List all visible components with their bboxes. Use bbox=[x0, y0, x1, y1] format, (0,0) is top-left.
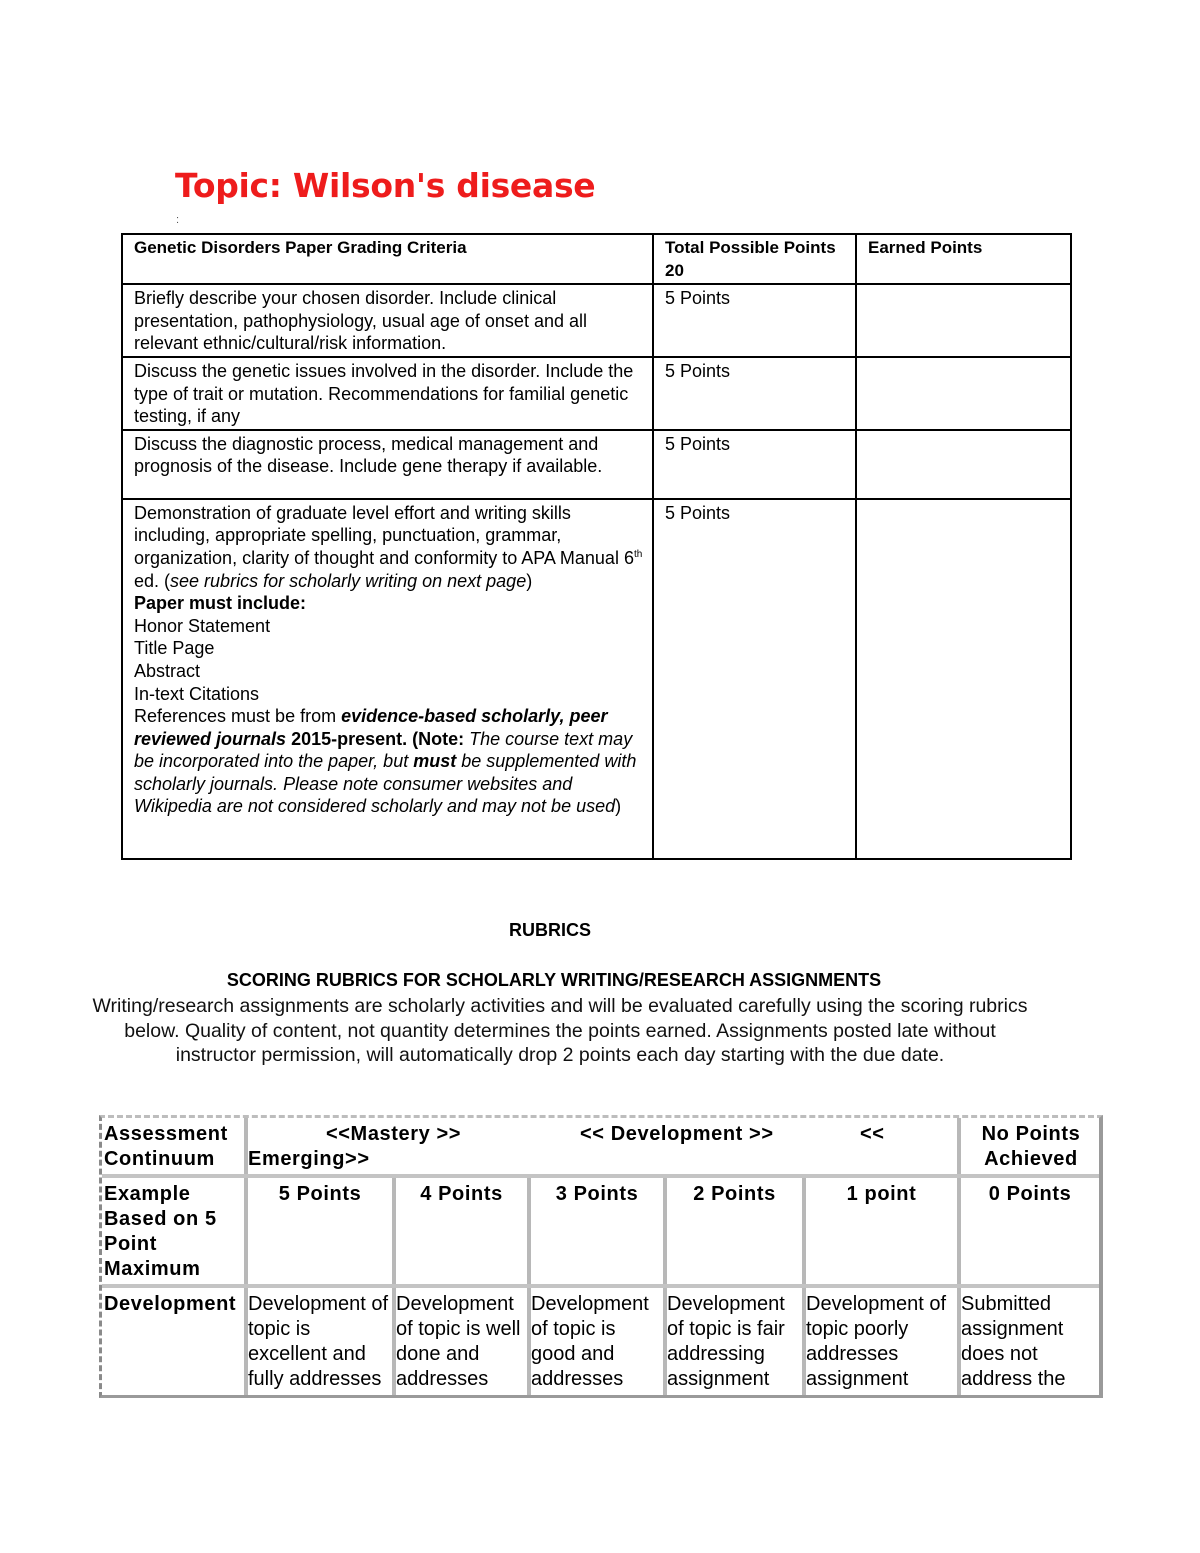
list-item: In-text Citations bbox=[134, 683, 260, 704]
table-row bbox=[122, 430, 1071, 499]
references-end: ) bbox=[615, 796, 622, 817]
development-3: Development of topic is good and addresses bbox=[531, 1293, 649, 1390]
development-1: Development of topic poorly addresses assignment bbox=[806, 1293, 947, 1390]
points-cell: 5 Points bbox=[653, 499, 856, 859]
header-criteria: Genetic Disorders Paper Grading Criteria bbox=[122, 234, 653, 284]
criteria-cell: Discuss the genetic issues involved in the disorder. Include the type of trait or mutation. Recommendations for familial genetic testing, if any bbox=[122, 357, 653, 430]
list-item: Honor Statement bbox=[134, 615, 271, 636]
continuum-development: << Development >> bbox=[580, 1123, 774, 1145]
development-0: Submitted assignment does not address the bbox=[961, 1293, 1066, 1390]
rubrics-heading: RUBRICS bbox=[508, 920, 591, 940]
references-bold-italic: evidence-based scholarly, peer reviewed journals bbox=[134, 706, 608, 749]
table-row bbox=[122, 357, 1071, 430]
points-1: 1 point bbox=[846, 1183, 917, 1205]
writing-intro-b: ed. ( bbox=[134, 570, 171, 591]
points-cell: 5 Points bbox=[653, 430, 856, 499]
continuum-emerging-start: << bbox=[860, 1123, 885, 1145]
must-include-heading: Paper must include: bbox=[134, 593, 307, 614]
points-4: 4 Points bbox=[420, 1183, 503, 1205]
grading-criteria-table bbox=[121, 233, 1072, 860]
development-label: Development bbox=[104, 1293, 237, 1315]
criteria-cell-writing bbox=[122, 499, 653, 859]
header-total-points: Total Possible Points 20 bbox=[653, 234, 856, 284]
list-item: Title Page bbox=[134, 638, 215, 659]
rubrics-intro: Writing/research assignments are scholarly activities and will be evaluated carefully using the scoring rubrics below. Quality of content, not quantity determines the points earned. Assignments posted late without instructor permission, will automatically drop 2 points each day starting with the due date. bbox=[92, 995, 1028, 1067]
divider bbox=[102, 1284, 1099, 1288]
points-3: 3 Points bbox=[555, 1183, 639, 1205]
example-label: Example Based on 5 Point Maximum bbox=[104, 1183, 217, 1280]
references-note-italic: The course text may be incorporated into the paper, but bbox=[134, 728, 633, 772]
references-bold: 2015-present. (Note: bbox=[286, 728, 470, 749]
points-cell: 5 Points bbox=[653, 357, 856, 430]
continuum-mastery: <<Mastery >> bbox=[326, 1123, 462, 1145]
table-row bbox=[122, 499, 1071, 859]
header-earned-points: Earned Points bbox=[856, 234, 1071, 284]
assessment-continuum-label: Assessment Continuum bbox=[104, 1123, 228, 1170]
points-5: 5 Points bbox=[278, 1183, 362, 1205]
earned-cell[interactable] bbox=[856, 430, 1071, 499]
table-header-row bbox=[122, 234, 1071, 284]
references-note-italic-2: be supplemented with scholarly journals. Please note consumer websites and Wikipedia are not considered scholarly and may not be used bbox=[134, 751, 637, 817]
references-must: must bbox=[413, 751, 457, 772]
criteria-cell: Briefly describe your chosen disorder. Include clinical presentation, pathophysiology, usual age of onset and all relevant ethnic/cultural/risk information. bbox=[122, 284, 653, 357]
writing-intro: Demonstration of graduate level effort and writing skills including, appropriate spelling, punctuation, grammar, organization, clarity of thought and conformity to APA Manual 6 bbox=[134, 502, 634, 568]
superscript: th bbox=[633, 548, 643, 560]
writing-intro-c: ) bbox=[526, 570, 533, 591]
development-2: Development of topic is fair addressing assignment bbox=[667, 1293, 785, 1390]
points-cell: 5 Points bbox=[653, 284, 856, 357]
no-points-label: No Points Achieved bbox=[981, 1123, 1081, 1170]
page-title: Topic: Wilson's disease bbox=[175, 166, 596, 205]
earned-cell[interactable] bbox=[856, 284, 1071, 357]
table-row bbox=[122, 284, 1071, 357]
list-item: Abstract bbox=[134, 660, 201, 681]
development-5: Development of topic is excellent and fully addresses bbox=[248, 1293, 389, 1390]
points-0: 0 Points bbox=[988, 1183, 1072, 1205]
criteria-cell: Discuss the diagnostic process, medical management and prognosis of the disease. Include gene therapy if available. bbox=[122, 430, 653, 499]
scoring-rubric-table bbox=[99, 1115, 1103, 1398]
stray-mark: : bbox=[176, 214, 180, 226]
continuum-emerging: Emerging>> bbox=[248, 1148, 370, 1170]
earned-cell[interactable] bbox=[856, 357, 1071, 430]
references-text: References must be from bbox=[134, 706, 342, 727]
development-4: Development of topic is well done and addresses bbox=[396, 1293, 521, 1390]
rubrics-subheading: SCORING RUBRICS FOR SCHOLARLY WRITING/RESEARCH ASSIGNMENTS bbox=[226, 970, 882, 990]
writing-intro-italic: see rubrics for scholarly writing on next page bbox=[170, 570, 527, 591]
earned-cell[interactable] bbox=[856, 499, 1071, 859]
divider bbox=[102, 1174, 1099, 1178]
points-2: 2 Points bbox=[693, 1183, 776, 1205]
